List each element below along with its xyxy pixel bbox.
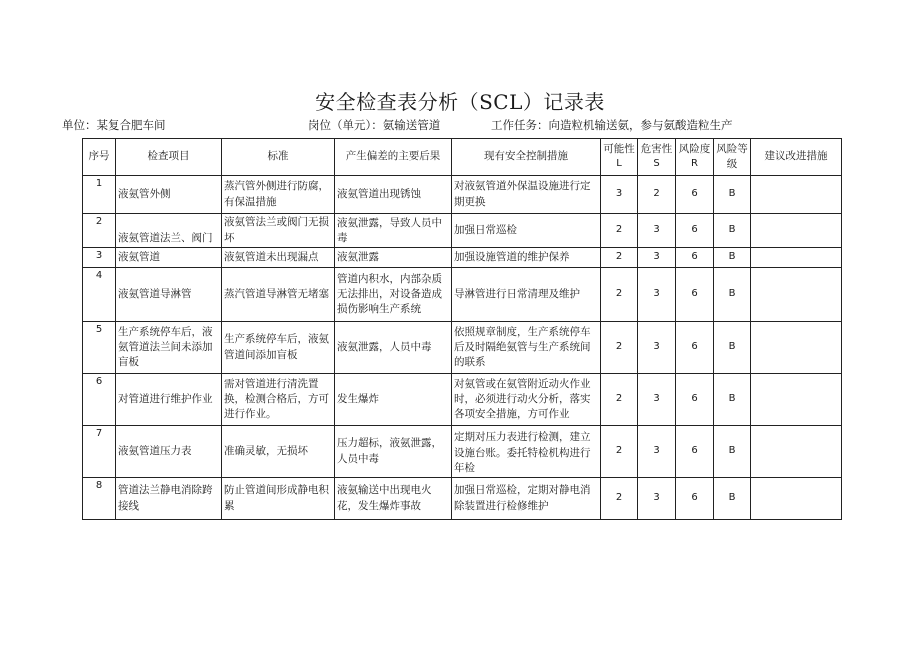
cell-consequence: 压力超标，液氨泄露，人员中毒	[335, 426, 452, 478]
cell-measures: 加强日常巡检	[452, 214, 601, 248]
cell-consequence: 液氨泄露，导致人员中毒	[335, 214, 452, 248]
cell-r: 6	[676, 374, 714, 426]
cell-standard: 液氨管法兰或阀门无损坏	[222, 214, 335, 248]
cell-no: 5	[83, 322, 116, 374]
cell-no: 3	[83, 248, 116, 268]
header-suggestion: 建议改进措施	[751, 139, 842, 176]
cell-r: 6	[676, 248, 714, 268]
table-row	[83, 374, 842, 426]
table-row	[83, 268, 842, 322]
header-severity-sub: S	[653, 158, 660, 170]
header-row	[83, 139, 842, 176]
cell-s: 3	[638, 322, 676, 374]
cell-no: 4	[83, 268, 116, 322]
cell-r: 6	[676, 426, 714, 478]
cell-r: 6	[676, 322, 714, 374]
cell-s: 2	[638, 176, 676, 214]
cell-item: 对管道进行维护作业	[116, 374, 222, 426]
cell-measures: 定期对压力表进行检测，建立设施台账。委托特检机构进行年检	[452, 426, 601, 478]
cell-measures: 依照规章制度，生产系统停车后及时隔绝氨管与生产系统间的联系	[452, 322, 601, 374]
cell-r: 6	[676, 176, 714, 214]
cell-standard: 生产系统停车后，液氨管道间添加盲板	[222, 322, 335, 374]
cell-level: B	[714, 426, 751, 478]
cell-level: B	[714, 268, 751, 322]
cell-s: 3	[638, 248, 676, 268]
cell-consequence: 液氨泄露	[335, 248, 452, 268]
cell-standard: 准确灵敏，无损坏	[222, 426, 335, 478]
cell-no: 7	[83, 426, 116, 478]
cell-no: 6	[83, 374, 116, 426]
cell-item: 液氨管道	[116, 248, 222, 268]
cell-s: 3	[638, 214, 676, 248]
cell-measures: 加强日常巡检，定期对静电消除装置进行检修维护	[452, 478, 601, 520]
header-severity: 危害性 S	[638, 139, 676, 176]
task-label: 工作任务：向造粒机输送氨，参与氨酸造粒生产	[491, 118, 733, 132]
cell-level: B	[714, 322, 751, 374]
table-row	[83, 176, 842, 214]
cell-measures: 加强设施管道的维护保养	[452, 248, 601, 268]
table-row	[83, 478, 842, 520]
cell-suggestion	[751, 248, 842, 268]
cell-s: 3	[638, 426, 676, 478]
cell-measures: 对氨管或在氨管附近动火作业时，必须进行动火分析，落实各项安全措施，方可作业	[452, 374, 601, 426]
cell-level: B	[714, 214, 751, 248]
cell-suggestion	[751, 426, 842, 478]
cell-standard: 需对管道进行清洗置换，检测合格后，方可进行作业。	[222, 374, 335, 426]
header-possibility-sub: L	[616, 158, 622, 170]
header-consequence: 产生偏差的主要后果	[335, 139, 452, 176]
cell-consequence: 液氨泄露，人员中毒	[335, 322, 452, 374]
cell-level: B	[714, 248, 751, 268]
cell-item: 液氨管道导淋管	[116, 268, 222, 322]
cell-suggestion	[751, 176, 842, 214]
cell-standard: 防止管道间形成静电积累	[222, 478, 335, 520]
cell-consequence: 管道内积水，内部杂质无法排出，对设备造成损伤影响生产系统	[335, 268, 452, 322]
cell-l: 3	[601, 176, 638, 214]
cell-suggestion	[751, 374, 842, 426]
cell-l: 2	[601, 374, 638, 426]
cell-s: 3	[638, 478, 676, 520]
header-no: 序号	[83, 139, 116, 176]
header-risk: 风险度 R	[676, 139, 714, 176]
table-row	[83, 214, 842, 248]
cell-standard: 液氨管道未出现漏点	[222, 248, 335, 268]
cell-no: 8	[83, 478, 116, 520]
cell-suggestion	[751, 478, 842, 520]
cell-l: 2	[601, 248, 638, 268]
cell-r: 6	[676, 478, 714, 520]
post-label: 岗位（单元）：氨输送管道	[308, 118, 441, 132]
cell-item: 液氨管道法兰、阀门	[116, 214, 222, 248]
header-standard: 标准	[222, 139, 335, 176]
scl-table	[82, 138, 842, 520]
header-item: 检查项目	[116, 139, 222, 176]
cell-measures: 导淋管进行日常清理及维护	[452, 268, 601, 322]
cell-s: 3	[638, 268, 676, 322]
cell-no: 1	[83, 176, 116, 214]
cell-s: 3	[638, 374, 676, 426]
cell-item: 液氨管道压力表	[116, 426, 222, 478]
cell-r: 6	[676, 268, 714, 322]
table-row	[83, 322, 842, 374]
cell-item: 管道法兰静电消除跨接线	[116, 478, 222, 520]
table-row	[83, 248, 842, 268]
cell-standard: 蒸汽管外侧进行防腐，有保温措施	[222, 176, 335, 214]
cell-consequence: 发生爆炸	[335, 374, 452, 426]
header-level: 风险等级	[714, 139, 751, 176]
cell-consequence: 液氨输送中出现电火花，发生爆炸事故	[335, 478, 452, 520]
cell-l: 2	[601, 478, 638, 520]
cell-suggestion	[751, 268, 842, 322]
cell-level: B	[714, 374, 751, 426]
cell-level: B	[714, 478, 751, 520]
header-measures: 现有安全控制措施	[452, 139, 601, 176]
unit-label: 单位：某复合肥车间	[62, 118, 166, 132]
cell-item: 生产系统停车后，液氨管道法兰间未添加盲板	[116, 322, 222, 374]
header-risk-sub: R	[691, 158, 698, 170]
cell-l: 2	[601, 214, 638, 248]
cell-l: 2	[601, 268, 638, 322]
header-possibility: 可能性 L	[601, 139, 638, 176]
cell-l: 2	[601, 322, 638, 374]
cell-item: 液氨管外侧	[116, 176, 222, 214]
cell-r: 6	[676, 214, 714, 248]
cell-suggestion	[751, 214, 842, 248]
cell-measures: 对液氨管道外保温设施进行定期更换	[452, 176, 601, 214]
cell-level: B	[714, 176, 751, 214]
table-row	[83, 426, 842, 478]
cell-consequence: 液氨管道出现锈蚀	[335, 176, 452, 214]
cell-standard: 蒸汽管道导淋管无堵塞	[222, 268, 335, 322]
cell-no: 2	[83, 214, 116, 248]
cell-l: 2	[601, 426, 638, 478]
page-title: 安全检查表分析（SCL）记录表	[315, 90, 605, 114]
cell-suggestion	[751, 322, 842, 374]
